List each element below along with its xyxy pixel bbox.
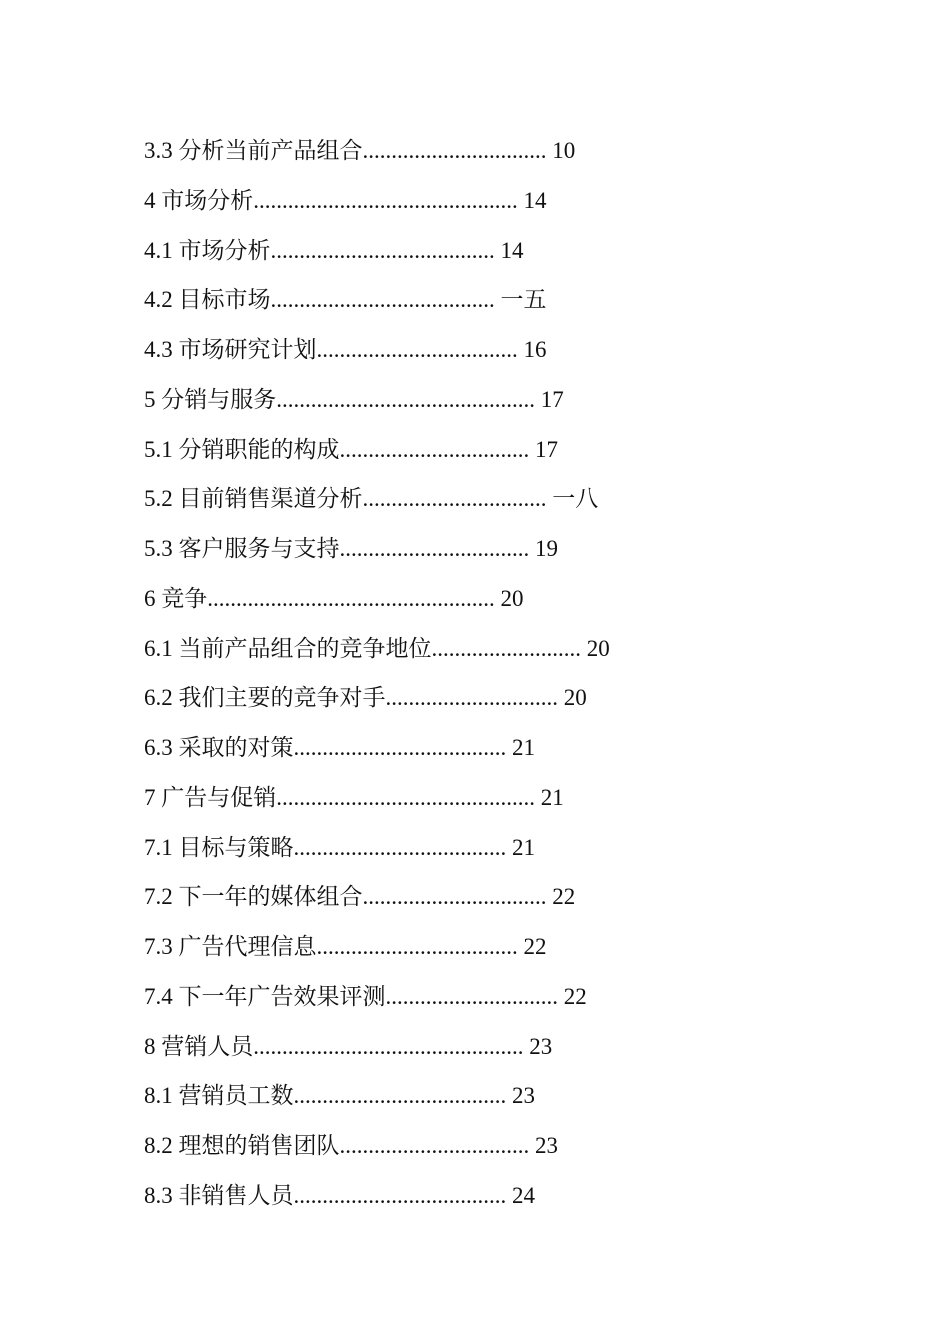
toc-entry[interactable] [144,729,864,779]
toc-entry-leader: .............................. [385,983,558,1009]
toc-entry-page: 14 [523,187,547,213]
toc-entry[interactable] [144,1077,864,1127]
toc-entry-page: 14 [500,237,524,263]
toc-entry-title: 5.1 分销职能的构成 [144,436,340,462]
toc-entry[interactable] [144,580,864,630]
toc-entry-leader: ............................................. [276,784,535,810]
toc-entry-leader: ................................ [362,884,547,910]
toc-entry-title: 5.2 目前销售渠道分析 [144,486,363,512]
toc-entry-leader: ..................................... [293,735,507,760]
toc-entry-title: 5.3 客户服务与支持 [144,536,340,561]
toc-entry[interactable] [144,431,864,481]
toc-entry[interactable] [144,381,864,431]
toc-entry-leader: ....................................... [270,287,495,313]
toc-entry[interactable] [144,331,864,381]
toc-entry-leader: ............................................. [276,386,535,412]
toc-entry-page: 17 [540,386,564,412]
toc-entry-title: 7.2 下一年的媒体组合 [144,884,363,910]
toc-entry-title: 8.2 理想的销售团队 [144,1133,340,1158]
toc-entry-leader: .................................................. [207,585,495,611]
toc-entry-title: 4.2 目标市场 [144,287,271,313]
toc-entry-leader: ..................................... [293,1182,507,1208]
toc-entry-title: 7.3 广告代理信息 [144,934,317,959]
toc-entry-title: 5 分销与服务 [144,386,277,412]
toc-entry-title: 6.2 我们主要的竞争对手 [144,685,386,711]
toc-entry-page: 23 [535,1133,558,1158]
toc-entry-leader: ..................................... [293,834,507,860]
toc-entry-title: 3.3 分析当前产品组合 [144,138,363,163]
toc-entry[interactable] [144,1177,864,1227]
toc-entry[interactable] [144,530,864,580]
toc-entry-title: 8.1 营销员工数 [144,1083,294,1109]
toc-entry-leader: .......................... [431,635,581,661]
toc-entry-title: 4.3 市场研究计划 [144,337,317,362]
toc-entry[interactable] [144,779,864,829]
toc-entry[interactable] [144,1028,864,1078]
table-of-contents [144,132,864,1227]
toc-entry-page: 21 [512,735,535,760]
toc-entry-leader: ................................... [316,337,518,362]
toc-entry-leader: .............................. [385,685,558,711]
toc-entry[interactable] [144,1127,864,1177]
toc-entry-page: 23 [512,1083,535,1109]
toc-entry[interactable] [144,182,864,232]
toc-entry-page: 10 [552,138,576,163]
toc-entry-title: 6.3 采取的对策 [144,735,294,760]
toc-entry-page: 16 [523,337,547,362]
toc-entry-page: 22 [552,884,576,910]
toc-entry-page: 22 [523,934,547,959]
toc-entry[interactable] [144,978,864,1028]
toc-entry-page: 17 [535,436,558,462]
toc-entry-leader: .............................................. [253,187,518,213]
toc-entry-leader: ....................................... [270,237,495,263]
toc-entry-leader: ................................ [362,138,547,163]
toc-entry[interactable] [144,878,864,928]
toc-entry-leader: ..................................... [293,1083,507,1109]
toc-entry-leader: ................................. [339,436,530,462]
toc-entry-page: 19 [535,536,558,561]
toc-entry-leader: ............................................... [253,1033,524,1059]
toc-entry-page: 23 [529,1033,553,1059]
toc-entry-title: 7.1 目标与策略 [144,834,294,860]
toc-entry-page: 24 [512,1182,535,1208]
toc-entry[interactable] [144,232,864,282]
toc-entry-leader: ................................ [362,486,547,512]
toc-entry-page: 一八 [552,486,599,512]
toc-entry[interactable] [144,679,864,729]
toc-entry-title: 4.1 市场分析 [144,237,271,263]
toc-entry[interactable] [144,480,864,530]
toc-entry-title: 7 广告与促销 [144,784,277,810]
toc-entry-page: 21 [540,784,564,810]
toc-entry[interactable] [144,829,864,879]
toc-entry-title: 7.4 下一年广告效果评测 [144,983,386,1009]
toc-entry-title: 8.3 非销售人员 [144,1182,294,1208]
toc-entry-leader: ................................. [339,1133,530,1158]
toc-entry-page: 一五 [500,287,547,313]
toc-entry-page: 20 [563,685,587,711]
toc-entry-title: 4 市场分析 [144,187,254,213]
toc-entry[interactable] [144,928,864,978]
toc-entry-leader: ................................. [339,536,530,561]
toc-entry-page: 20 [500,585,524,611]
toc-entry-title: 6 竞争 [144,585,208,611]
toc-entry[interactable] [144,132,864,182]
toc-entry-title: 6.1 当前产品组合的竞争地位 [144,635,432,661]
toc-entry-leader: ................................... [316,934,518,959]
toc-entry-page: 22 [563,983,587,1009]
toc-entry-page: 21 [512,834,535,860]
toc-entry[interactable] [144,281,864,331]
toc-entry-page: 20 [586,635,610,661]
toc-entry[interactable] [144,630,864,680]
toc-entry-title: 8 营销人员 [144,1033,254,1059]
